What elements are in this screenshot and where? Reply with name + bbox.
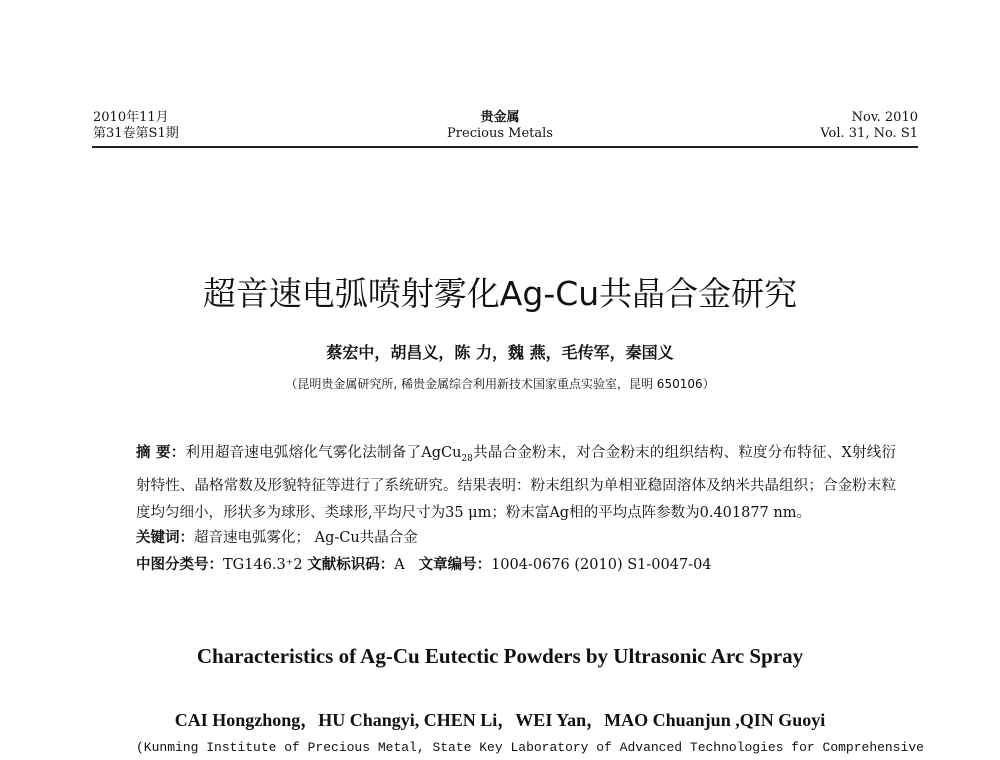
- abstract-subscript: 28: [461, 453, 473, 464]
- doc-code-label: 文献标识码：: [307, 557, 395, 573]
- affiliation-en: (Kunming Institute of Precious Metal, State Key Laboratory of Advanced Technologies for Comprehensive: [136, 740, 924, 755]
- abstract: [136, 440, 896, 527]
- clc-label: 中图分类号：: [136, 557, 223, 573]
- abstract-label: 摘 要：: [136, 445, 186, 461]
- issue-date-en: Nov. 2010: [851, 110, 918, 125]
- keywords: [136, 526, 418, 547]
- header-center: [400, 110, 600, 142]
- header-right: [820, 110, 918, 142]
- keywords-label: 关键词：: [136, 530, 194, 546]
- journal-name-cn: 贵金属: [480, 110, 520, 125]
- abstract-text-cont: 共晶合金粉末，对合金粉末的组织结构、粒度分布特征、X射线衍射特性、晶格常数及形貌特征等进行了系统研究。结果表明：粉末组织为单相亚稳固溶体及纳米共晶组织；合金粉末粒度均匀细小，形状多为球形、类球形,平均尺寸为35 μm；粉末富Ag相的平均点阵参数为0.401877 nm。: [136, 445, 896, 521]
- affiliation-cn: （昆明贵金属研究所, 稀贵金属综合利用新技术国家重点实验室，昆明 650106）: [285, 377, 715, 391]
- journal-name-en: Precious Metals: [447, 126, 553, 141]
- issue-date: 2010年11月: [93, 110, 169, 125]
- abstract-text: 利用超音速电弧熔化气雾化法制备了AgCu: [185, 445, 462, 461]
- header-rule: [92, 146, 918, 148]
- authors-cn: 蔡宏中，胡昌义，陈 力，魏 燕，毛传军，秦国义: [326, 343, 674, 362]
- header-left: [93, 110, 179, 142]
- title-en: Characteristics of Ag-Cu Eutectic Powders by Ultrasonic Arc Spray: [196, 644, 804, 668]
- clc-value: TG146.3⁺2: [223, 557, 303, 573]
- classification: [136, 553, 712, 574]
- article-no-value: 1004-0676 (2010) S1-0047-04: [491, 557, 712, 573]
- doc-code-value: A: [394, 557, 405, 573]
- title-cn: 超音速电弧喷射雾化Ag-Cu共晶合金研究: [202, 274, 798, 313]
- volume-issue-en: Vol. 31, No. S1: [820, 126, 918, 141]
- keywords-text: 超音速电弧雾化； Ag-Cu共晶合金: [194, 530, 418, 546]
- volume-issue-cn: 第31卷第S1期: [93, 126, 179, 141]
- article-no-label: 文章编号：: [418, 557, 492, 573]
- authors-en: CAI Hongzhong，HU Changyi, CHEN Li，WEI Yan，MAO Chuanjun ,QIN Guoyi: [174, 710, 826, 730]
